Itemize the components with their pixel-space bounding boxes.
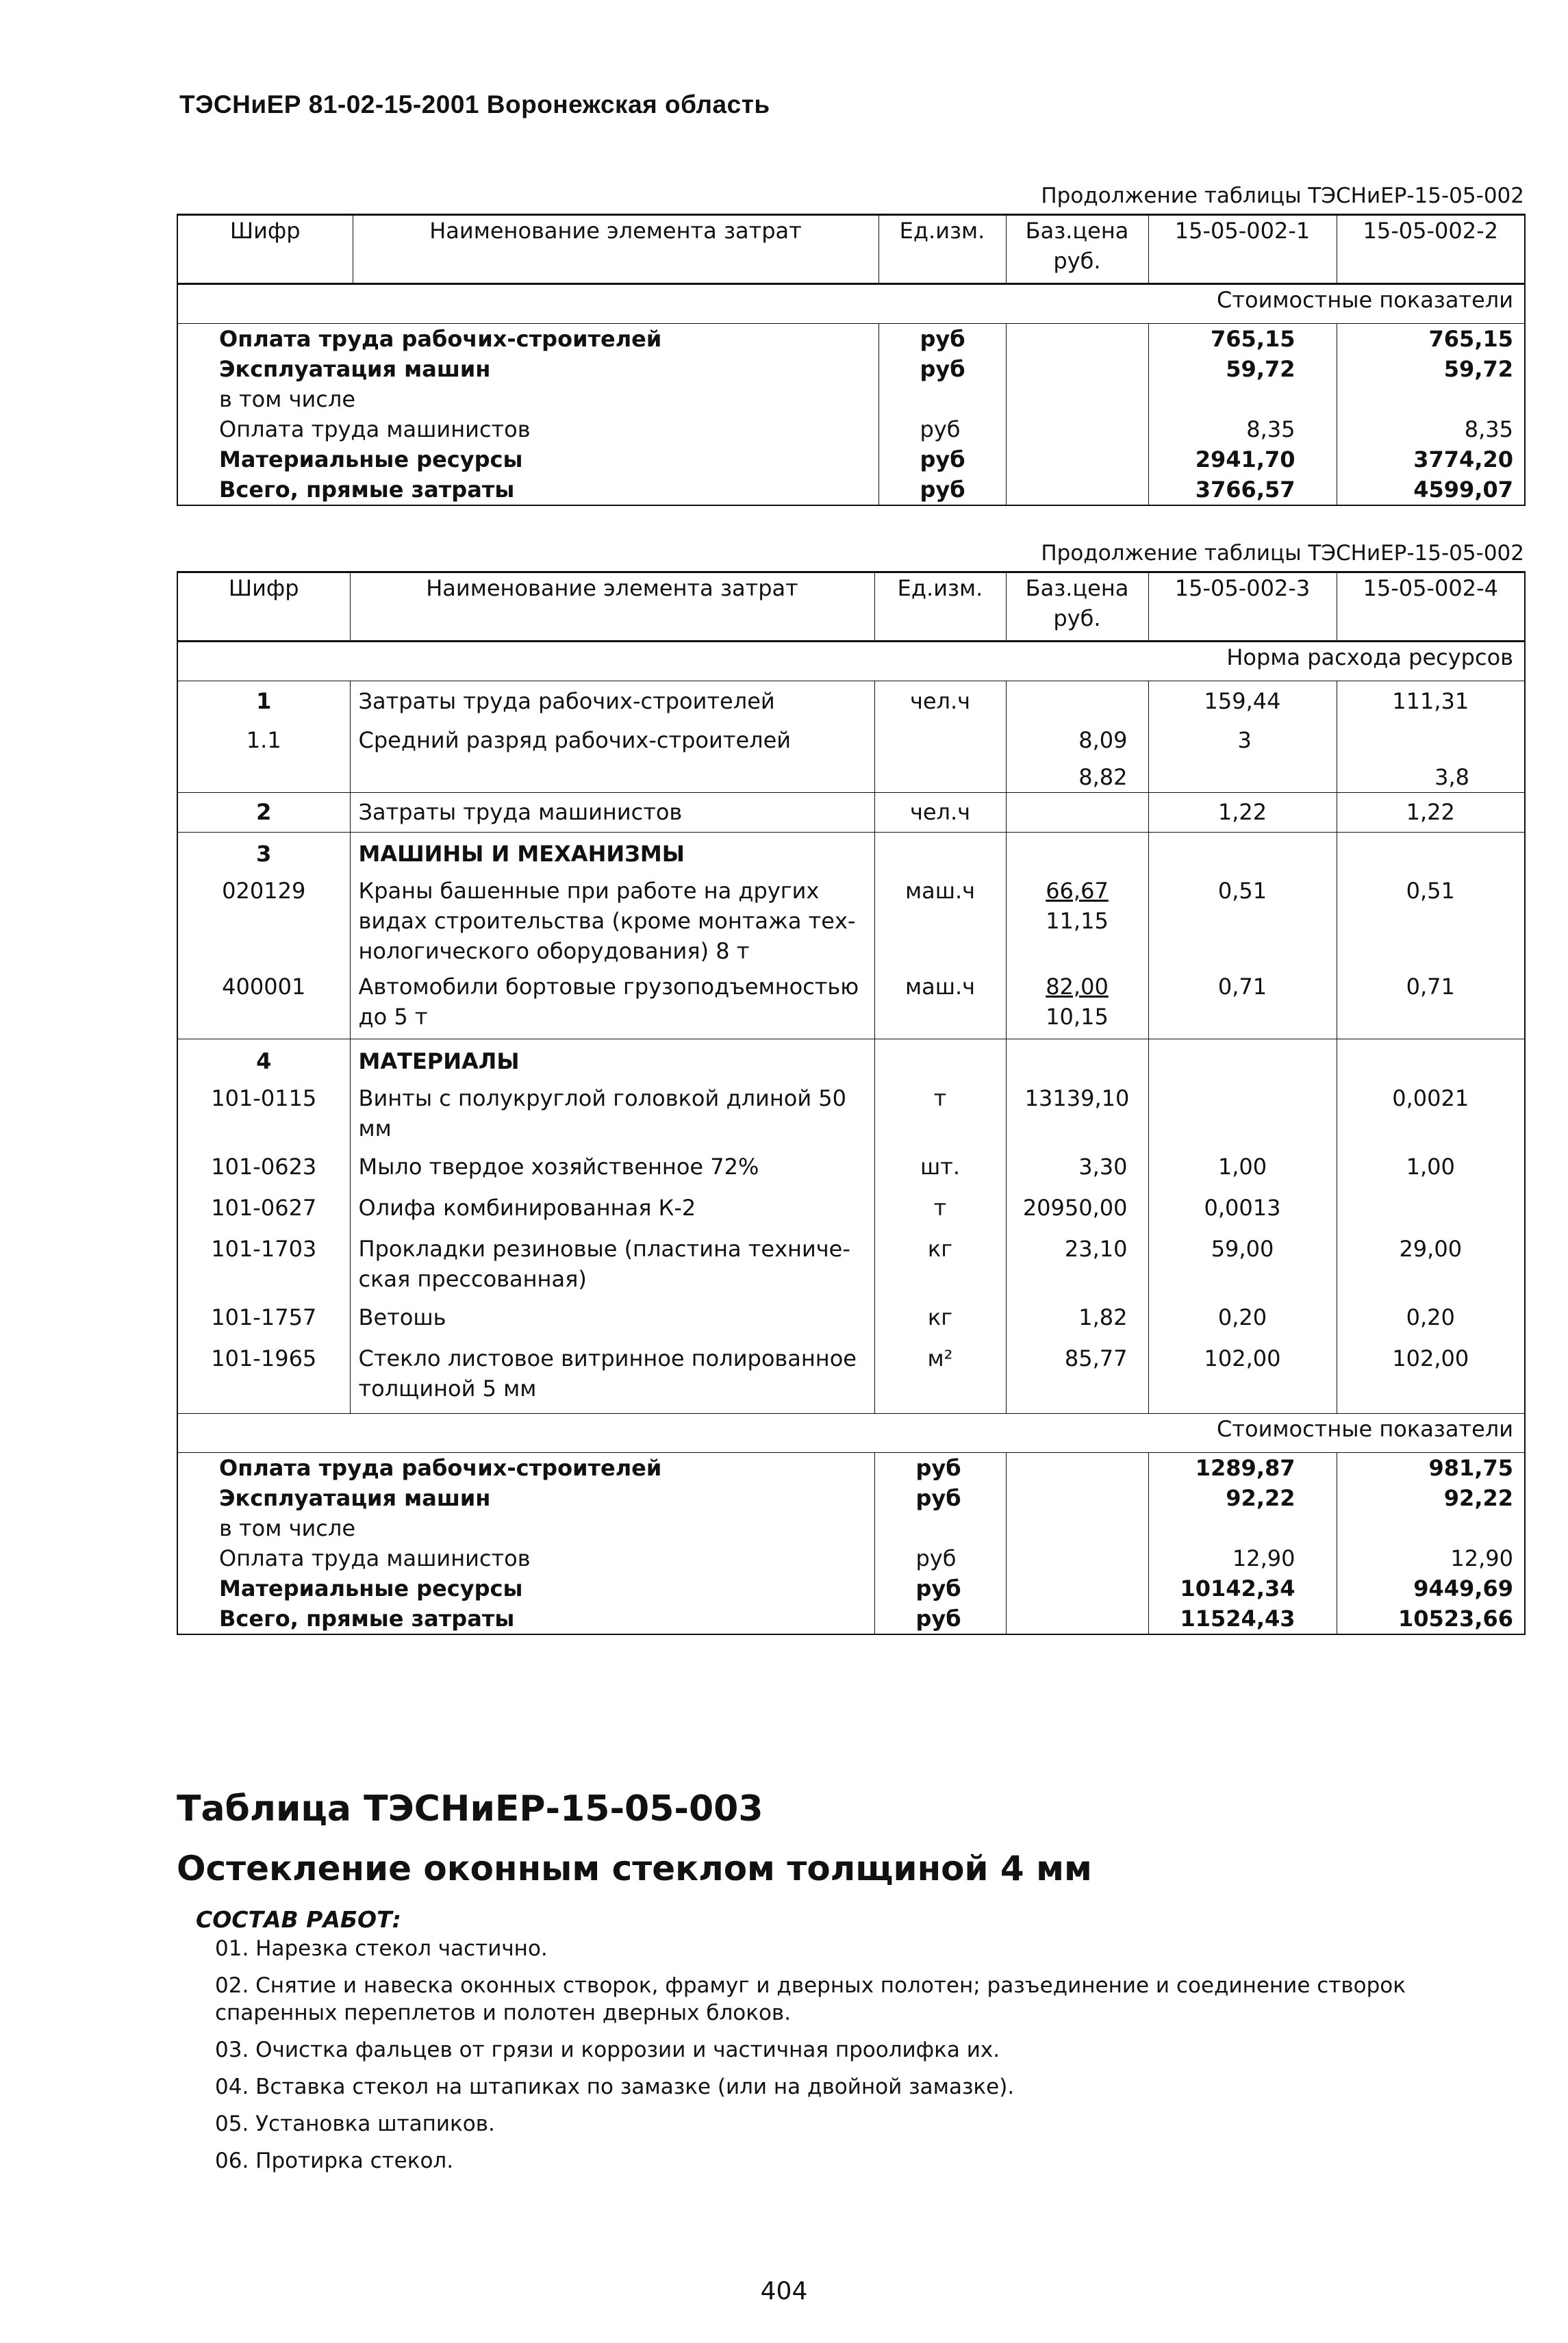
header-code: Шифр bbox=[177, 572, 350, 642]
table-row: Оплата труда рабочих-строителей руб 1289,87 981,75 bbox=[177, 1452, 1525, 1483]
list-item: 01. Нарезка стекол частично. bbox=[215, 1936, 548, 1961]
table-row: Оплата труда машинистов руб 8,35 8,35 bbox=[177, 414, 1525, 444]
list-item: 05. Установка штапиков. bbox=[215, 2112, 495, 2136]
table-row: в том числе bbox=[177, 384, 1525, 414]
table-row: 101-1757 Ветошь кг 1,82 0,20 0,20 bbox=[177, 1302, 1525, 1343]
table2-norms-section-row bbox=[177, 642, 1525, 681]
table-subtitle: Остекление оконным стеклом толщиной 4 мм bbox=[177, 1849, 1092, 1888]
table-row: 2 Затраты труда машинистов чел.ч 1,22 1,22 bbox=[177, 792, 1525, 832]
price-b: 11,15 bbox=[1046, 908, 1109, 934]
header-unit: Ед.изм. bbox=[878, 215, 1006, 284]
header-col2: 15-05-002-2 bbox=[1337, 215, 1525, 284]
page-number: 404 bbox=[760, 2277, 808, 2305]
running-header: ТЭСНиЕР 81-02-15-2001 Воронежская область bbox=[179, 90, 770, 118]
table-row: 1.1 Средний разряд рабочих-строителей 8,09 8,82 3 3,8 bbox=[177, 721, 1525, 793]
table2-caption-wrap bbox=[177, 541, 1524, 568]
header-code: Шифр bbox=[177, 215, 353, 284]
table-row: 101-1703 Прокладки резиновые (пластина техниче- ская прессованная) кг 23,10 59,00 29,00 bbox=[177, 1234, 1525, 1302]
table-row: 400001 Автомобили бортовые грузоподъемностью до 5 т маш.ч 82,00 10,15 0,71 0,71 bbox=[177, 966, 1525, 1039]
price-a: 82,00 bbox=[1046, 974, 1109, 1000]
table-row: 101-1965 Стекло листовое витринное полированное толщиной 5 мм м² 85,77 102,00 102,00 bbox=[177, 1343, 1525, 1414]
table2-caption: Продолжение таблицы ТЭСНиЕР-15-05-002 bbox=[1041, 541, 1524, 566]
price-a: 66,67 bbox=[1046, 878, 1109, 904]
table-row: Материальные ресурсы руб 2941,70 3774,20 bbox=[177, 444, 1525, 474]
table1-header-row bbox=[177, 215, 1525, 284]
table-row: Оплата труда машинистов руб 12,90 12,90 bbox=[177, 1543, 1525, 1573]
list-item: 06. Протирка стекол. bbox=[215, 2149, 454, 2173]
table-title: Таблица ТЭСНиЕР-15-05-003 bbox=[177, 1788, 763, 1829]
header-base-price: Баз.цена руб. bbox=[1006, 572, 1148, 642]
header-base-price: Баз.цена руб. bbox=[1006, 215, 1148, 284]
section-label: Стоимостные показатели bbox=[177, 1413, 1525, 1452]
table1-section-row bbox=[177, 284, 1525, 324]
header-name: Наименование элемента затрат bbox=[350, 572, 874, 642]
table-row: 101-0627 Олифа комбинированная К-2 т 20950,00 0,0013 bbox=[177, 1193, 1525, 1234]
table-row: 101-0623 Мыло твердое хозяйственное 72% шт. 3,30 1,00 1,00 bbox=[177, 1152, 1525, 1193]
header-col2: 15-05-002-4 bbox=[1337, 572, 1525, 642]
table-row: Эксплуатация машин руб 92,22 92,22 bbox=[177, 1483, 1525, 1513]
section-label: Норма расхода ресурсов bbox=[177, 642, 1525, 681]
table-row: Эксплуатация машин руб 59,72 59,72 bbox=[177, 354, 1525, 384]
table2-costs-section-row bbox=[177, 1413, 1525, 1452]
price-b: 10,15 bbox=[1046, 1004, 1109, 1030]
section-label: Стоимостные показатели bbox=[177, 284, 1525, 324]
table2-header-row bbox=[177, 572, 1525, 642]
table1-caption-wrap bbox=[177, 183, 1524, 211]
table1-caption: Продолжение таблицы ТЭСНиЕР-15-05-002 bbox=[1041, 183, 1524, 208]
table-row: Материальные ресурсы руб 10142,34 9449,69 bbox=[177, 1573, 1525, 1604]
header-name: Наименование элемента затрат bbox=[353, 215, 878, 284]
list-item: 04. Вставка стекол на штапиках по замазке (или на двойной замазке). bbox=[215, 2075, 1015, 2099]
header-col1: 15-05-002-3 bbox=[1148, 572, 1337, 642]
header-unit: Ед.изм. bbox=[874, 572, 1006, 642]
header-col1: 15-05-002-1 bbox=[1148, 215, 1337, 284]
work-list bbox=[215, 1935, 1516, 2184]
table-row: 3 МАШИНЫ И МЕХАНИЗМЫ bbox=[177, 832, 1525, 876]
table-row: в том числе bbox=[177, 1513, 1525, 1543]
table-row: Всего, прямые затраты руб 3766,57 4599,07 bbox=[177, 474, 1525, 505]
work-heading: СОСТАВ РАБОТ: bbox=[196, 1906, 401, 1933]
table-row: 101-0115 Винты с полукруглой головкой длиной 50 мм т 13139,10 0,0021 bbox=[177, 1083, 1525, 1152]
list-item: 03. Очистка фальцев от грязи и коррозии и частичная проолифка их. bbox=[215, 2038, 1000, 2062]
table2 bbox=[177, 571, 1526, 1635]
price-a: 8,09 bbox=[1078, 726, 1128, 753]
table1 bbox=[177, 214, 1526, 506]
table-row: 4 МАТЕРИАЛЫ bbox=[177, 1039, 1525, 1083]
table-row: Всего, прямые затраты руб 11524,43 10523,66 bbox=[177, 1604, 1525, 1634]
table-row: 020129 Краны башенные при работе на других видах строительства (кроме монтажа тех- нологического оборудования) 8 т маш.ч 66,67 11,15 0,51 0,51 bbox=[177, 876, 1525, 966]
price-b: 8,82 bbox=[1078, 763, 1128, 790]
table-row: 1 Затраты труда рабочих-строителей чел.ч 159,44 111,31 bbox=[177, 681, 1525, 721]
list-item: 02. Снятие и навеска оконных створок, фрамуг и дверных полотен; разъединение и соединение створок спаренных переплетов и полотен дверных блоков. bbox=[215, 1973, 1406, 2025]
table-row: Оплата труда рабочих-строителей руб 765,15 765,15 bbox=[177, 324, 1525, 355]
